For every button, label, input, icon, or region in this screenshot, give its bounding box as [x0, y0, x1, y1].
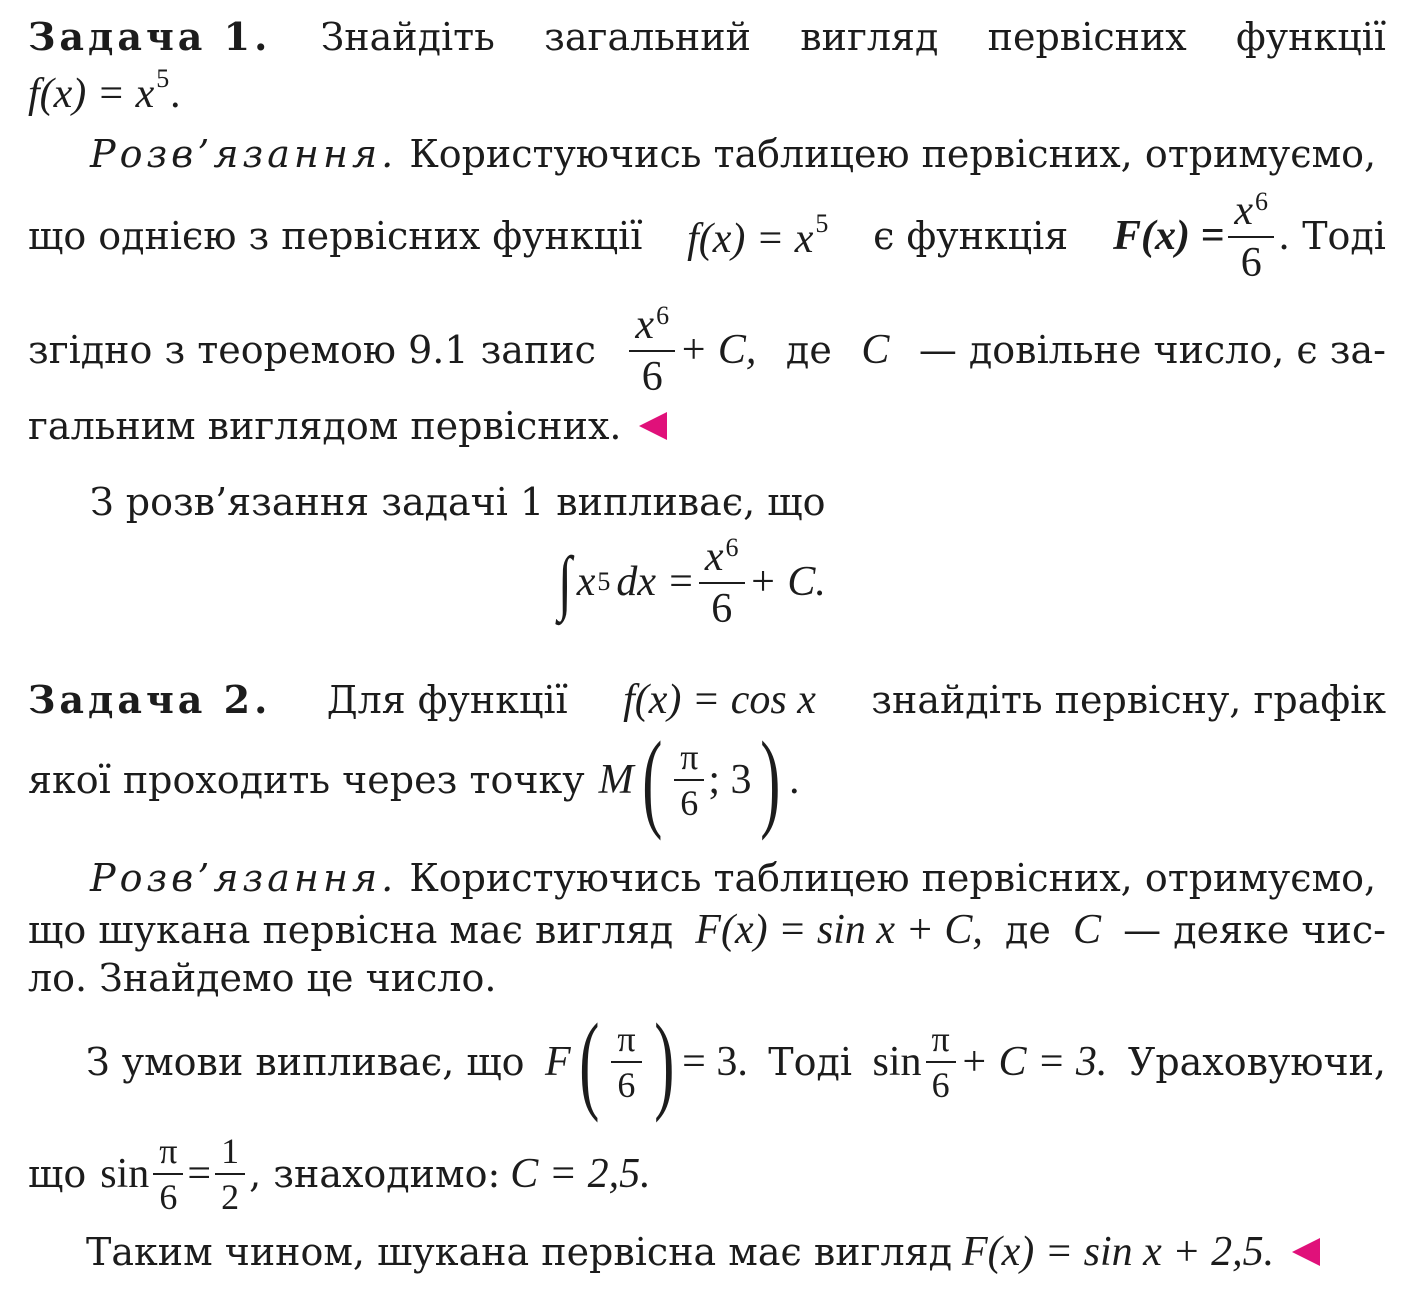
numerator: x — [704, 533, 724, 580]
period: . — [169, 72, 182, 116]
text: ло. Знайдемо це число. — [28, 956, 497, 1000]
period: . — [788, 758, 801, 802]
text: Тоді — [768, 1040, 853, 1084]
solution-label: Розв’язання. — [90, 856, 398, 900]
exponent: 5 — [597, 567, 611, 596]
integral-sign-icon: ∫ — [557, 541, 572, 622]
text: Для функції — [326, 678, 568, 722]
task2-line1 — [28, 676, 1386, 724]
word: Знайдіть — [320, 15, 495, 59]
point-label: M — [598, 757, 634, 803]
function-formula: f(x) = x — [687, 216, 814, 262]
denominator: 6 — [680, 783, 699, 823]
sin: sin — [100, 1151, 150, 1197]
sol2-line2 — [28, 906, 1386, 954]
denominator: 2 — [221, 1177, 240, 1217]
equals: = — [187, 1151, 212, 1197]
word: загальний — [544, 15, 751, 59]
text: що — [28, 1152, 87, 1196]
text: що шукана первісна має вигляд — [28, 908, 674, 952]
numerator: π — [153, 1133, 183, 1175]
plus-constant: + C, — [679, 327, 757, 373]
numerator: π — [674, 739, 704, 781]
constant: C — [861, 327, 890, 373]
denominator: 6 — [931, 1065, 950, 1105]
sol2-line3 — [28, 956, 1408, 1000]
condition-line1 — [86, 1001, 1386, 1123]
denominator: 6 — [1240, 239, 1262, 286]
text: З умови випливає, що — [86, 1040, 525, 1084]
task1-line1 — [28, 14, 1386, 59]
exponent: 6 — [656, 300, 670, 330]
fraction — [926, 1021, 956, 1103]
text: Таким чином, шукана первісна має вигляд — [86, 1230, 952, 1274]
denominator: 6 — [641, 353, 663, 400]
text: Користуючись таблицею первісних, отримуємо, — [409, 132, 1377, 176]
plus-c-equals: + C = 3. — [959, 1039, 1108, 1085]
sol1-line4 — [28, 404, 1408, 448]
task2-label: Задача 2. — [28, 677, 272, 722]
text: — деяке чис- — [1123, 908, 1386, 952]
fraction — [699, 532, 745, 632]
fraction — [215, 1133, 245, 1215]
text: знайдіть первісну, графік — [871, 678, 1386, 722]
sol1-line2 — [28, 186, 1386, 286]
constant: C — [1073, 907, 1102, 953]
text: , знаходимо: — [249, 1152, 501, 1196]
denominator: 6 — [159, 1177, 178, 1217]
left-paren-icon: ( — [641, 719, 662, 841]
numerator: x — [635, 301, 655, 348]
text: якої проходить через точку — [28, 758, 585, 802]
task1-label: Задача 1. — [28, 14, 272, 59]
text: де — [785, 328, 832, 372]
numerator: π — [611, 1021, 641, 1063]
fraction — [611, 1021, 641, 1103]
denominator: 6 — [711, 585, 733, 632]
sol1-line3 — [28, 300, 1386, 400]
function-formula: f(x) = cos x — [623, 677, 816, 723]
exponent: 5 — [156, 64, 170, 93]
task2-line2 — [28, 719, 1408, 841]
text: де — [1005, 908, 1051, 952]
text: що однією з первісних функції — [28, 214, 643, 258]
sol1-line1 — [90, 132, 1408, 176]
answer-formula: F(x) = sin x + 2,5. — [961, 1229, 1275, 1275]
sol2-line1 — [90, 856, 1408, 900]
fraction — [1228, 186, 1274, 286]
end-marker-icon — [639, 412, 667, 440]
text: . Тоді — [1278, 214, 1386, 258]
exponent: 5 — [815, 209, 829, 238]
fraction — [629, 300, 675, 400]
end-marker-icon — [1292, 1238, 1320, 1266]
solution-label: Розв’язання. — [90, 132, 398, 176]
text: — довільне число, є за- — [918, 328, 1386, 372]
numerator: x — [1234, 187, 1254, 234]
result: C = 2,5. — [510, 1151, 651, 1197]
word: вигляд — [800, 15, 939, 59]
text: є функція — [873, 214, 1069, 258]
text: З розв’язання задачі 1 випливає, що — [90, 480, 826, 524]
condition-line2 — [28, 1124, 1408, 1224]
exponent: 6 — [1255, 186, 1269, 216]
fraction — [153, 1133, 183, 1215]
denominator: 6 — [617, 1065, 636, 1105]
word: функції — [1236, 15, 1386, 59]
integrand: x — [576, 559, 596, 605]
text: гальним виглядом первісних. — [28, 404, 622, 448]
plus-constant: + C. — [748, 559, 826, 605]
conclusion-line — [90, 480, 1408, 524]
left-paren-icon: ( — [578, 1001, 600, 1123]
function-formula: f(x) = x — [28, 71, 155, 117]
text: Ураховуючи, — [1127, 1040, 1386, 1084]
right-paren-icon: ) — [653, 1001, 674, 1123]
integral-formula — [555, 532, 826, 632]
exponent: 6 — [725, 532, 739, 562]
equals-three: = 3. — [682, 1039, 748, 1085]
text: Користуючись таблицею первісних, отримуємо, — [409, 856, 1377, 900]
numerator: 1 — [215, 1133, 245, 1175]
antiderivative-formula: F(x) = — [1112, 213, 1225, 259]
numerator: π — [926, 1021, 956, 1063]
coordinate-y: ; 3 — [708, 757, 752, 803]
sin: sin — [872, 1039, 922, 1085]
text: згідно з теоремою 9.1 запис — [28, 328, 596, 372]
word: первісних — [987, 15, 1187, 59]
right-paren-icon: ) — [759, 719, 780, 841]
final-line — [86, 1228, 1320, 1276]
differential: dx = — [616, 559, 695, 605]
task1-line2 — [28, 64, 1408, 118]
function-F: F — [545, 1039, 571, 1085]
fraction — [674, 739, 704, 821]
antiderivative-formula: F(x) = sin x + C, — [695, 907, 983, 953]
